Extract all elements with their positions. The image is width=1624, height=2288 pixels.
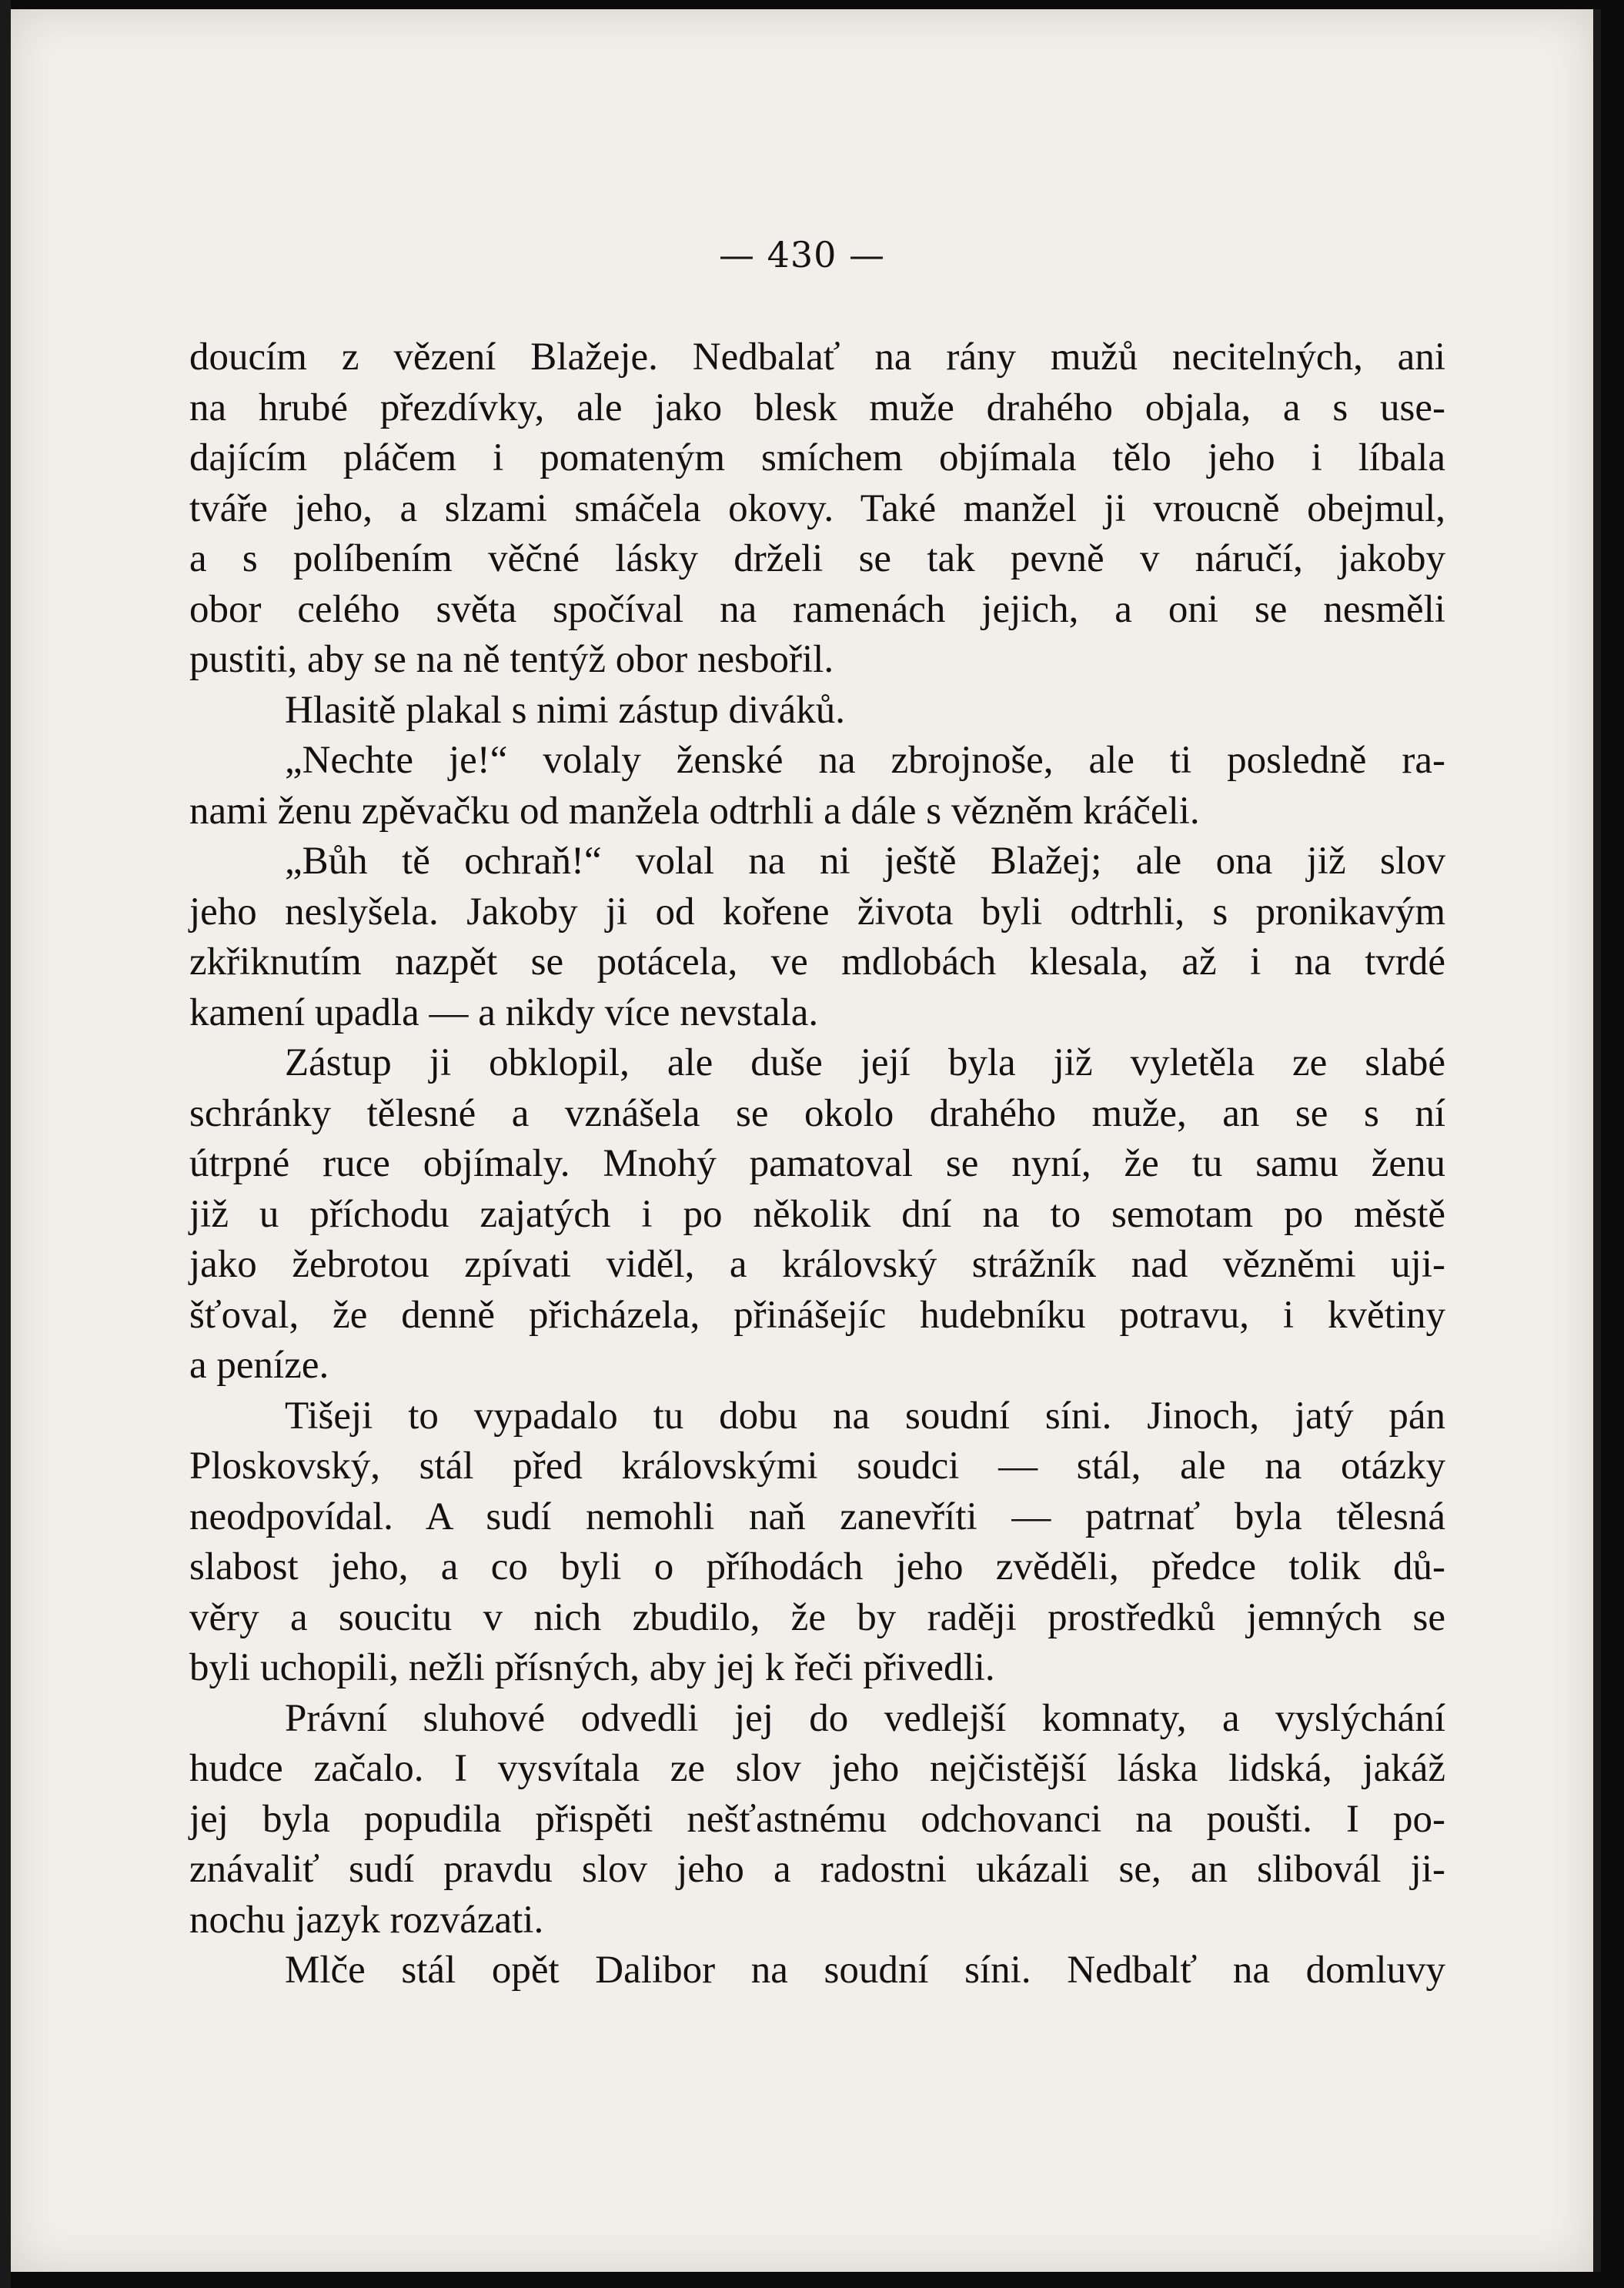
text-line: a peníze. xyxy=(189,1344,329,1387)
text-line: Ploskovský, stál před královskými soudci — stál, ale na otázky xyxy=(189,1445,1445,1488)
text-line: jeho neslyšela. Jakoby ji od kořene života byli odtrhli, s pronikavým xyxy=(189,890,1445,934)
text-line: Právní sluhové odvedli jej do vedlejší komnaty, a vyslýchání xyxy=(285,1696,1445,1740)
text-line: zkřiknutím nazpět se potácela, ve mdlobách klesala, až i na tvrdé xyxy=(189,940,1445,984)
page-number: — 430 — xyxy=(718,234,886,276)
text-line: útrpné ruce objímaly. Mnohý pamatoval se nyní, že tu samu ženu xyxy=(189,1142,1445,1185)
text-line: obor celého světa spočíval na ramenách jejich, a oni se nesměli xyxy=(189,587,1445,631)
text-line: Tišeji to vypadalo tu dobu na soudní síni. Jinoch, jatý pán xyxy=(285,1394,1445,1438)
text-line: věry a soucitu v nich zbudilo, že by raději prostředků jemných se xyxy=(189,1595,1445,1639)
scan-edge xyxy=(0,0,11,2288)
text-line: již u příchodu zajatých i po několik dní na to semotam po městě xyxy=(189,1192,1445,1236)
text-line: dajícím pláčem i pomateným smíchem objímala tělo jeho i líbala xyxy=(189,436,1445,479)
text-line: Hlasitě plakal s nimi zástup diváků. xyxy=(285,688,846,732)
text-line: slabost jeho, a co byli o příhodách jeho zvěděli, předce tolik dů- xyxy=(189,1545,1445,1588)
book-page xyxy=(11,9,1601,2272)
text-line: byli uchopili, nežli přísných, aby jej k řeči přivedli. xyxy=(189,1646,995,1689)
text-line: a s políbením věčné lásky drželi se tak pevně v náručí, jakoby xyxy=(189,537,1445,580)
text-line: neodpovídal. A sudí nemohli naň zanevříti — patrnať byla tělesná xyxy=(189,1495,1445,1538)
text-line: jej byla popudila přispěti nešťastnému odchovanci na poušti. I po- xyxy=(189,1797,1445,1841)
text-line: pustiti, aby se na ně tentýž obor nesbořil. xyxy=(189,638,834,681)
text-line: kamení upadla — a nikdy více nevstala. xyxy=(189,990,819,1034)
text-line: doucím z vězení Blažeje. Nedbalať na rány mužů necitelných, ani xyxy=(189,336,1445,379)
text-line: šťoval, že denně přicházela, přinášejíc hudebníku potravu, i květiny xyxy=(189,1293,1445,1337)
text-line: jako žebrotou zpívati viděl, a královský strážník nad vězněmi uji- xyxy=(189,1243,1445,1286)
text-line: tváře jeho, a slzami smáčela okovy. Také manžel ji vroucně obejmul, xyxy=(189,486,1445,530)
text-line: „Bůh tě ochraň!“ volal na ni ještě Blažej; ale ona již slov xyxy=(285,840,1445,883)
text-line: hudce začalo. I vysvítala ze slov jeho nejčistější láska lidská, jakáž xyxy=(189,1747,1445,1790)
text-line: Zástup ji obklopil, ale duše její byla již vyletěla ze slabé xyxy=(285,1041,1445,1084)
text-line: na hrubé přezdívky, ale jako blesk muže drahého objala, a s use- xyxy=(189,386,1445,429)
text-line: Mlče stál opět Dalibor na soudní síni. Nedbalť na domluvy xyxy=(285,1949,1445,1992)
text-line: nochu jazyk rozvázati. xyxy=(189,1898,544,1942)
text-line: znávaliť sudí pravdu slov jeho a radostni ukázali se, an slibovál ji- xyxy=(189,1848,1445,1891)
text-line: nami ženu zpěvačku od manžela odtrhli a dále s vězněm kráčeli. xyxy=(189,789,1200,833)
body-text xyxy=(189,332,1445,1996)
text-line: schránky tělesné a vznášela se okolo drahého muže, an se s ní xyxy=(189,1091,1445,1135)
text-line: „Nechte je!“ volaly ženské na zbrojnoše, ale ti posledně ra- xyxy=(285,739,1445,782)
